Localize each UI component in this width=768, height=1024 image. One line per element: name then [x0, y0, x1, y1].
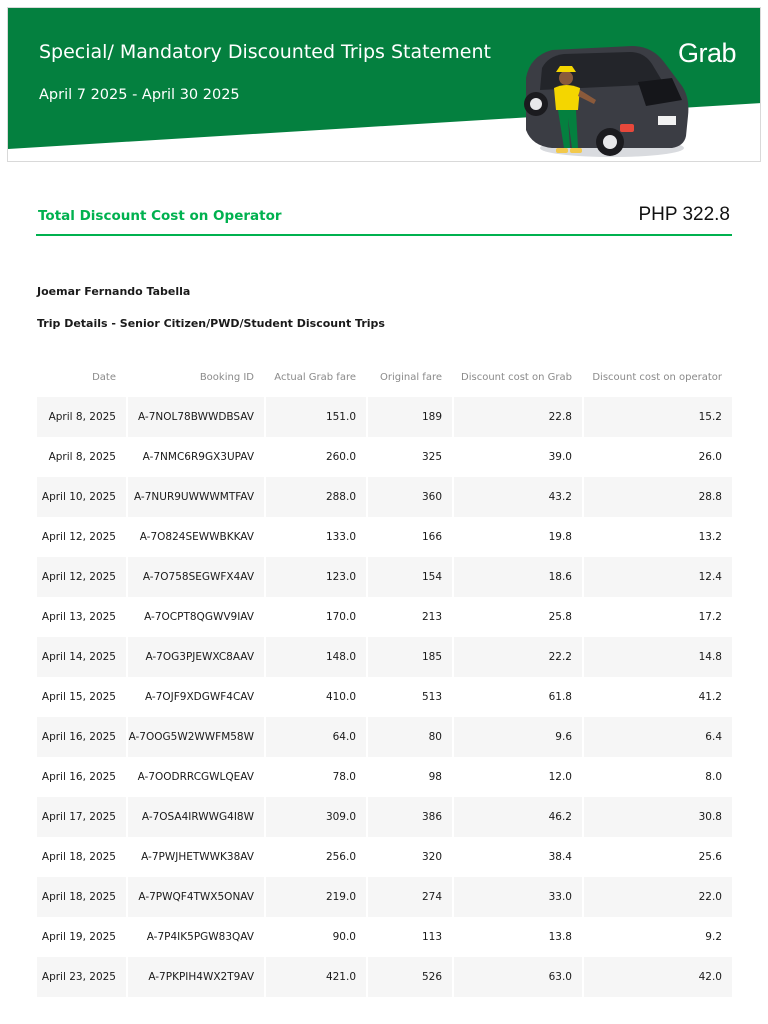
table-row	[37, 597, 732, 637]
cell-actual-grab-fare: 133.0	[266, 517, 366, 557]
cell-booking-id: A-7PKPIH4WX2T9AV	[128, 957, 264, 997]
cell-actual-grab-fare: 78.0	[266, 757, 366, 797]
cell-date: April 18, 2025	[37, 877, 126, 917]
table-row	[37, 757, 732, 797]
cell-booking-id: A-7NUR9UWWWMTFAV	[128, 477, 264, 517]
cell-original-fare: 80	[368, 717, 452, 757]
cell-date: April 19, 2025	[37, 917, 126, 957]
cell-booking-id: A-7OG3PJEWXC8AAV	[128, 637, 264, 677]
cell-date: April 13, 2025	[37, 597, 126, 637]
cell-date: April 10, 2025	[37, 477, 126, 517]
cell-discount-cost-on-grab: 25.8	[454, 597, 582, 637]
cell-original-fare: 166	[368, 517, 452, 557]
column-header-discount-cost-on-operator: Discount cost on operator	[592, 371, 722, 383]
cell-actual-grab-fare: 410.0	[266, 677, 366, 717]
cell-discount-cost-on-operator: 6.4	[584, 717, 732, 757]
cell-discount-cost-on-operator: 41.2	[584, 677, 732, 717]
cell-actual-grab-fare: 170.0	[266, 597, 366, 637]
cell-original-fare: 513	[368, 677, 452, 717]
car-driver-illustration	[512, 38, 694, 162]
cell-actual-grab-fare: 309.0	[266, 797, 366, 837]
column-header-date: Date	[92, 371, 116, 383]
table-row	[37, 917, 732, 957]
cell-actual-grab-fare: 148.0	[266, 637, 366, 677]
cell-original-fare: 320	[368, 837, 452, 877]
table-row	[37, 957, 732, 997]
cell-actual-grab-fare: 123.0	[266, 557, 366, 597]
table-row	[37, 477, 732, 517]
cell-discount-cost-on-operator: 15.2	[584, 397, 732, 437]
cell-discount-cost-on-grab: 12.0	[454, 757, 582, 797]
cell-discount-cost-on-operator: 14.8	[584, 637, 732, 677]
cell-booking-id: A-7P4IK5PGW83QAV	[128, 917, 264, 957]
cell-discount-cost-on-grab: 43.2	[454, 477, 582, 517]
table-row	[37, 557, 732, 597]
cell-date: April 18, 2025	[37, 837, 126, 877]
cell-discount-cost-on-grab: 22.2	[454, 637, 582, 677]
column-header-discount-cost-on-grab: Discount cost on Grab	[461, 371, 572, 383]
cell-discount-cost-on-operator: 17.2	[584, 597, 732, 637]
cell-booking-id: A-7O824SEWWBKKAV	[128, 517, 264, 557]
cell-original-fare: 274	[368, 877, 452, 917]
section-title: Trip Details - Senior Citizen/PWD/Student Discount Trips	[37, 317, 385, 330]
cell-actual-grab-fare: 256.0	[266, 837, 366, 877]
cell-original-fare: 113	[368, 917, 452, 957]
cell-discount-cost-on-operator: 12.4	[584, 557, 732, 597]
cell-original-fare: 154	[368, 557, 452, 597]
table-row	[37, 397, 732, 437]
table-row	[37, 877, 732, 917]
cell-actual-grab-fare: 64.0	[266, 717, 366, 757]
cell-actual-grab-fare: 421.0	[266, 957, 366, 997]
cell-booking-id: A-7OJF9XDGWF4CAV	[128, 677, 264, 717]
cell-booking-id: A-7NMC6R9GX3UPAV	[128, 437, 264, 477]
cell-original-fare: 526	[368, 957, 452, 997]
cell-original-fare: 360	[368, 477, 452, 517]
cell-actual-grab-fare: 151.0	[266, 397, 366, 437]
driver-name: Joemar Fernando Tabella	[37, 285, 191, 298]
cell-discount-cost-on-operator: 8.0	[584, 757, 732, 797]
total-discount-row	[36, 198, 732, 236]
total-discount-value: PHP 322.8	[638, 204, 730, 225]
cell-actual-grab-fare: 288.0	[266, 477, 366, 517]
cell-date: April 12, 2025	[37, 557, 126, 597]
cell-discount-cost-on-operator: 30.8	[584, 797, 732, 837]
cell-discount-cost-on-grab: 13.8	[454, 917, 582, 957]
cell-booking-id: A-7OSA4IRWWG4I8W	[128, 797, 264, 837]
cell-discount-cost-on-grab: 38.4	[454, 837, 582, 877]
trip-details-table	[35, 357, 734, 997]
cell-discount-cost-on-operator: 9.2	[584, 917, 732, 957]
cell-date: April 14, 2025	[37, 637, 126, 677]
cell-date: April 23, 2025	[37, 957, 126, 997]
statement-date-range: April 7 2025 - April 30 2025	[39, 87, 240, 103]
cell-actual-grab-fare: 260.0	[266, 437, 366, 477]
cell-original-fare: 185	[368, 637, 452, 677]
table-row	[37, 717, 732, 757]
cell-discount-cost-on-operator: 13.2	[584, 517, 732, 557]
cell-date: April 12, 2025	[37, 517, 126, 557]
cell-discount-cost-on-grab: 39.0	[454, 437, 582, 477]
cell-booking-id: A-7OCPT8QGWV9IAV	[128, 597, 264, 637]
cell-date: April 16, 2025	[37, 757, 126, 797]
cell-discount-cost-on-grab: 61.8	[454, 677, 582, 717]
total-discount-label: Total Discount Cost on Operator	[38, 208, 282, 224]
cell-discount-cost-on-grab: 19.8	[454, 517, 582, 557]
cell-date: April 16, 2025	[37, 717, 126, 757]
statement-title: Special/ Mandatory Discounted Trips Statement	[39, 41, 491, 63]
cell-original-fare: 98	[368, 757, 452, 797]
table-row	[37, 517, 732, 557]
cell-original-fare: 189	[368, 397, 452, 437]
cell-booking-id: A-7OOG5W2WWFM58W	[128, 717, 264, 757]
cell-date: April 17, 2025	[37, 797, 126, 837]
cell-original-fare: 213	[368, 597, 452, 637]
cell-actual-grab-fare: 219.0	[266, 877, 366, 917]
cell-discount-cost-on-operator: 22.0	[584, 877, 732, 917]
cell-discount-cost-on-operator: 26.0	[584, 437, 732, 477]
cell-booking-id: A-7NOL78BWWDBSAV	[128, 397, 264, 437]
table-row	[37, 637, 732, 677]
column-header-actual-grab-fare: Actual Grab fare	[274, 371, 356, 383]
cell-discount-cost-on-operator: 28.8	[584, 477, 732, 517]
table-row	[37, 437, 732, 477]
table-row	[37, 837, 732, 877]
cell-date: April 8, 2025	[37, 397, 126, 437]
cell-booking-id: A-7O758SEGWFX4AV	[128, 557, 264, 597]
cell-booking-id: A-7OODRRCGWLQEAV	[128, 757, 264, 797]
cell-booking-id: A-7PWQF4TWX5ONAV	[128, 877, 264, 917]
cell-discount-cost-on-grab: 18.6	[454, 557, 582, 597]
cell-discount-cost-on-grab: 22.8	[454, 397, 582, 437]
cell-discount-cost-on-grab: 9.6	[454, 717, 582, 757]
cell-original-fare: 386	[368, 797, 452, 837]
cell-discount-cost-on-grab: 33.0	[454, 877, 582, 917]
table-header-row	[37, 357, 732, 397]
cell-discount-cost-on-operator: 42.0	[584, 957, 732, 997]
cell-date: April 15, 2025	[37, 677, 126, 717]
cell-discount-cost-on-operator: 25.6	[584, 837, 732, 877]
grab-logo: Grab	[678, 38, 737, 68]
cell-discount-cost-on-grab: 46.2	[454, 797, 582, 837]
table-row	[37, 677, 732, 717]
cell-date: April 8, 2025	[37, 437, 126, 477]
cell-booking-id: A-7PWJHETWWK38AV	[128, 837, 264, 877]
column-header-original-fare: Original fare	[379, 371, 442, 383]
cell-actual-grab-fare: 90.0	[266, 917, 366, 957]
column-header-booking-id: Booking ID	[199, 371, 254, 383]
cell-discount-cost-on-grab: 63.0	[454, 957, 582, 997]
cell-original-fare: 325	[368, 437, 452, 477]
header-banner	[7, 7, 761, 162]
table-row	[37, 797, 732, 837]
